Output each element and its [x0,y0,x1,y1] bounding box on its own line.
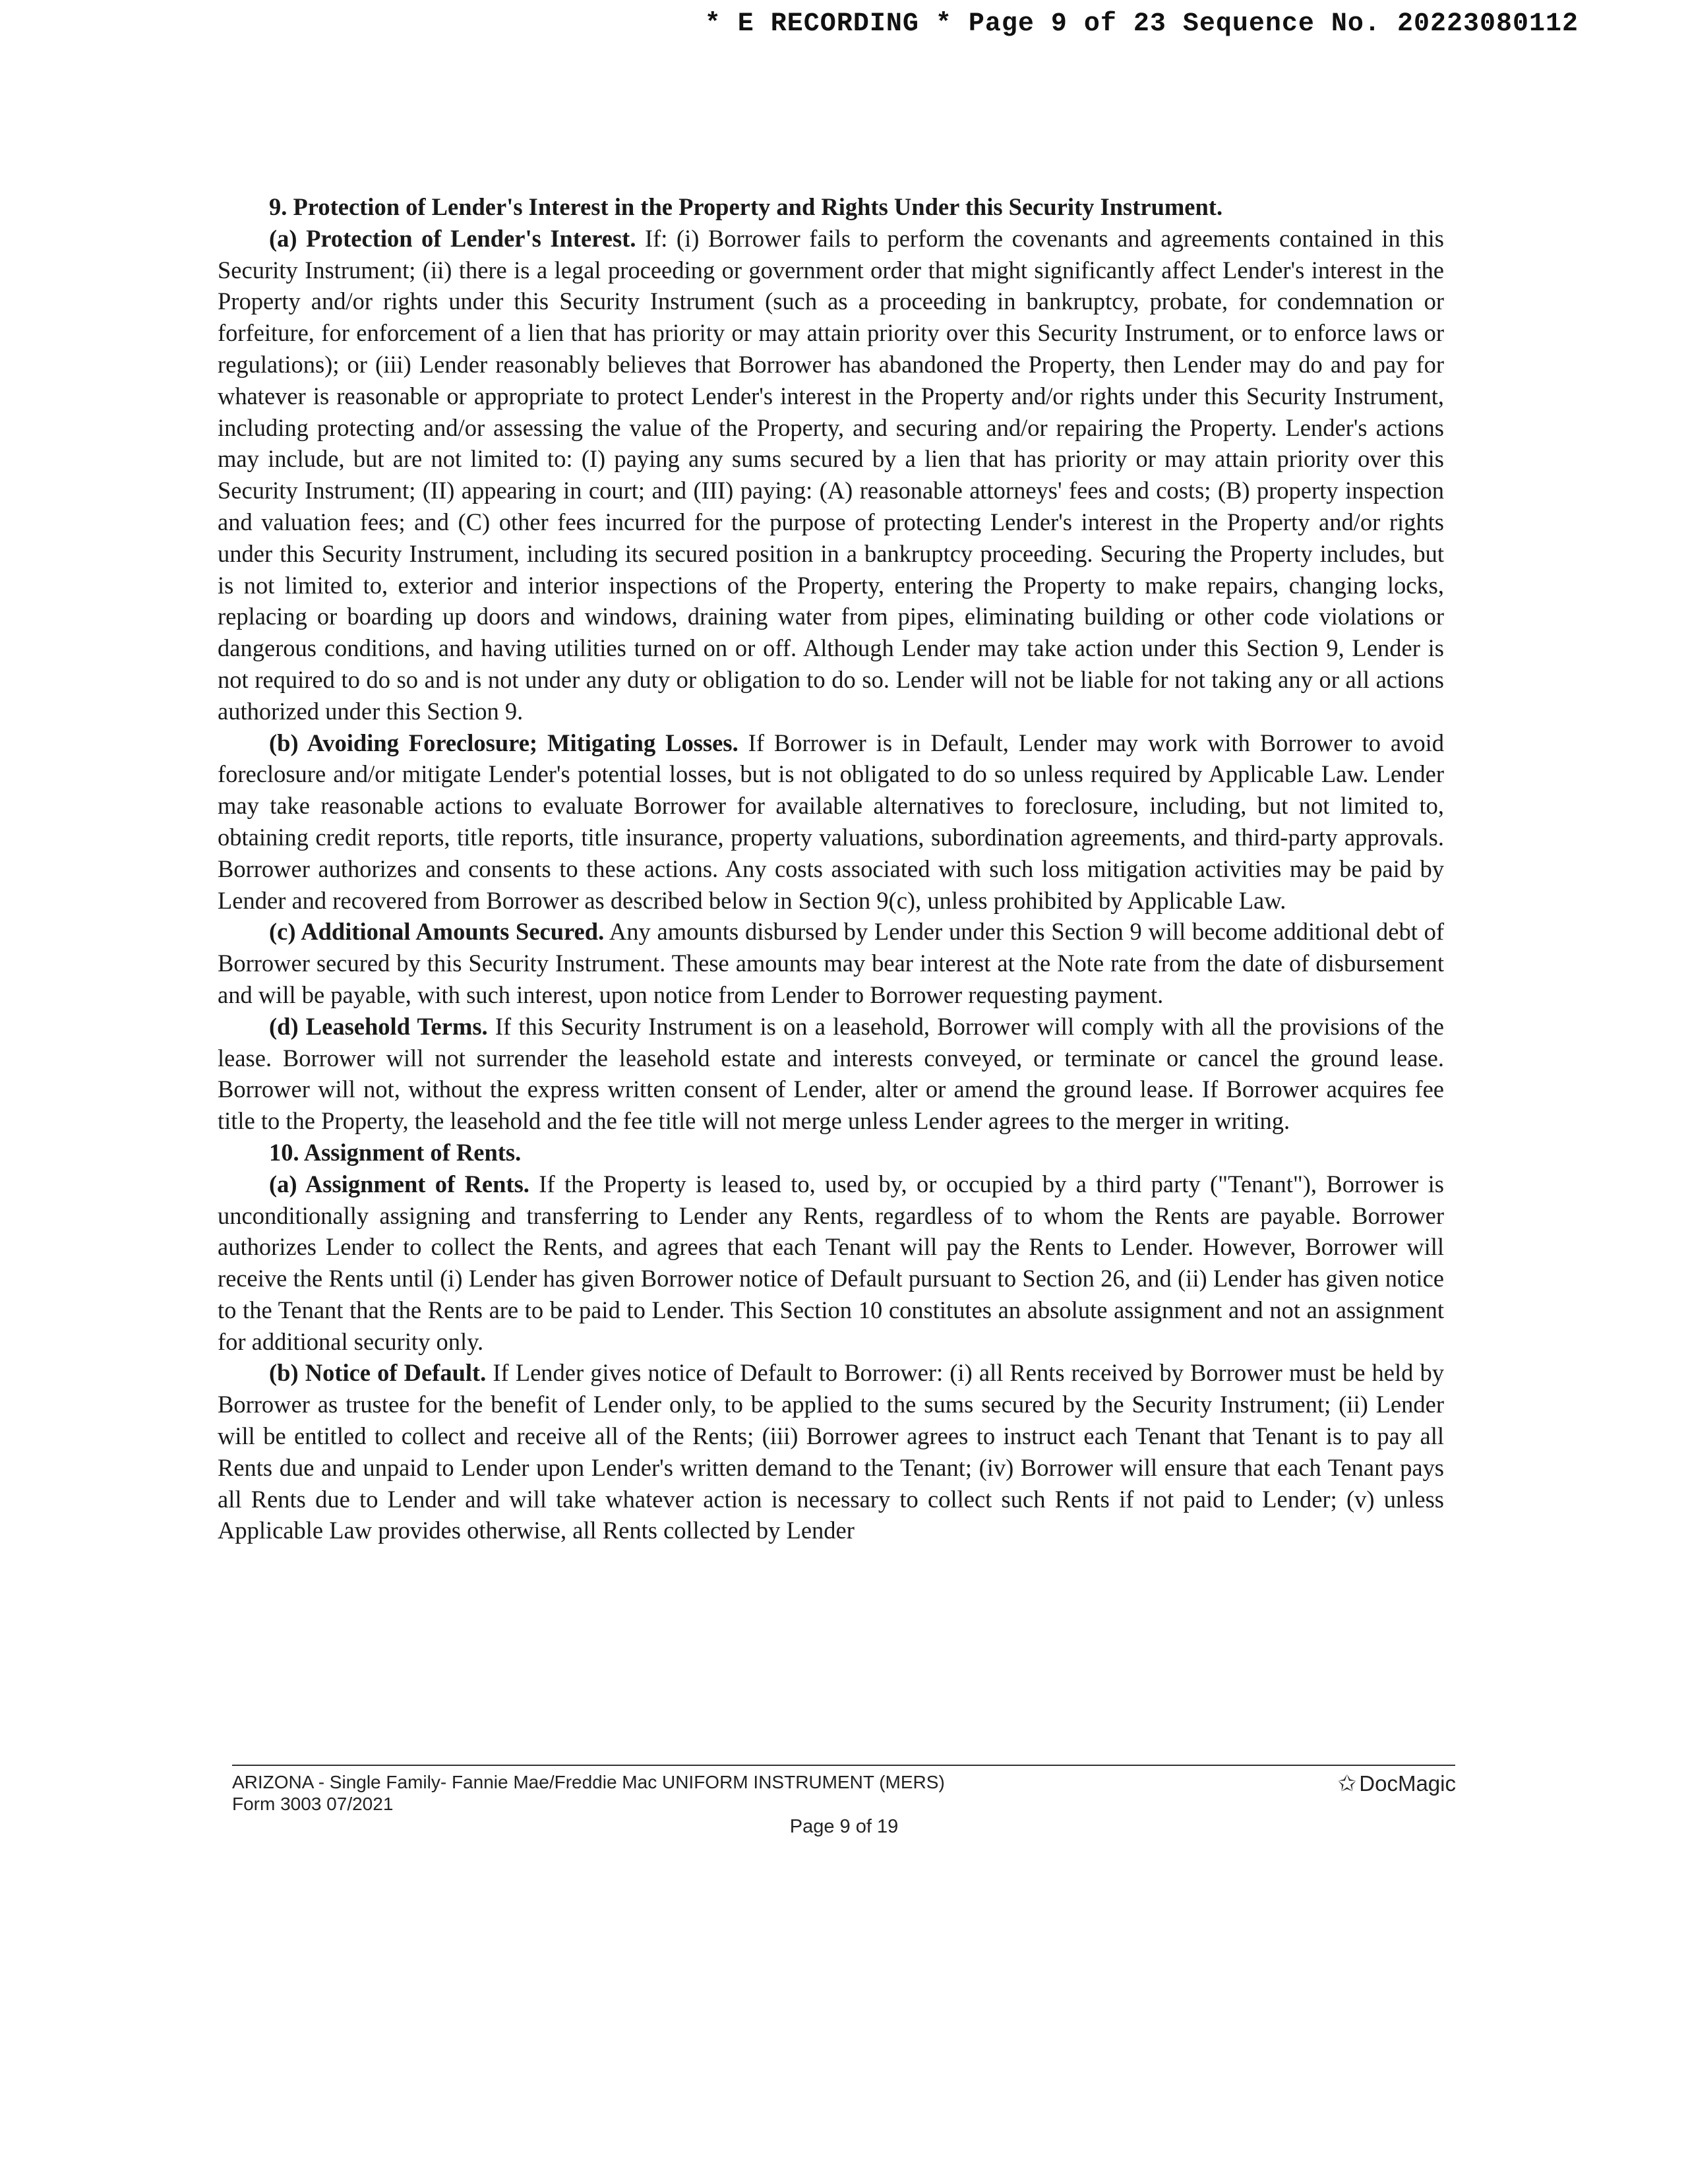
footer-brand-name: DocMagic [1359,1771,1456,1796]
footer-form-info [232,1771,945,1815]
section-10a-text: If the Property is leased to, used by, or occupied by a third party ("Tenant"), Borrower is unconditionally assigning and transferring to Lender any Rents, regardless of to whom the Rents are payable. Borrower authorizes Lender to collect the Rents, and agrees that each Tenant will pay the Rents to Lender. However, Borrower will receive the Rents until (i) Lender has given Borrower notice of Default pursuant to Section 26, and (ii) Lender has given notice to the Tenant that the Rents are to be paid to Lender. This Section 10 constitutes an absolute assignment and not an assignment for additional security only. [218,1170,1444,1355]
section-9b-title: (b) Avoiding Foreclosure; Mitigating Losses. [269,729,738,756]
section-10b-title: (b) Notice of Default. [269,1359,487,1387]
section-10b-paragraph [218,1357,1444,1546]
footer-brand [1338,1771,1456,1796]
footer-divider [232,1765,1455,1766]
section-10a-paragraph [218,1168,1444,1358]
star-outline-icon: ✩ [1337,1771,1357,1796]
section-9b-text: If Borrower is in Default, Lender may work with Borrower to avoid foreclosure and/or mitigate Lender's potential losses, but is not obligated to do so unless required by Applicable Law. Lender may take reasonable actions to evaluate Borrower for available alternatives to foreclosure, including, but not limited to, obtaining credit reports, title reports, title insurance, property valuations, subordination agreements, and third-party approvals. Borrower authorizes and consents to these actions. Any costs associated with such loss mitigation activities may be paid by Lender and recovered from Borrower as described below in Section 9(c), unless prohibited by Applicable Law. [218,729,1445,914]
footer-form-title: ARIZONA - Single Family- Fannie Mae/Freddie Mac UNIFORM INSTRUMENT (MERS) [232,1772,945,1792]
section-9-heading: 9. Protection of Lender's Interest in the Property and Rights Under this Security Instrument. [269,193,1223,220]
section-9a-title: (a) Protection of Lender's Interest. [269,224,636,252]
section-9c-text: Any amounts disbursed by Lender under this Section 9 will become additional debt of Borrower secured by this Security Instrument. These amounts may bear interest at the Note rate from the date of disbursement and will be payable, with such interest, upon notice from Lender to Borrower requesting payment. [218,918,1444,1008]
document-body [218,191,1444,1546]
section-9c-paragraph [218,916,1444,1010]
section-9b-paragraph [218,727,1444,917]
section-10-heading: 10. Assignment of Rents. [269,1138,522,1166]
section-9a-text: If: (i) Borrower fails to perform the covenants and agreements contained in this Security Instrument; (ii) there is a legal proceeding or government order that might significantly affect Lender's interest in the Property and/or rights under this Security Instrument (such as a proceeding in bankruptcy, probate, for condemnation or forfeiture, for enforcement of a lien that has priority or may attain priority over this Security Instrument, or to enforce laws or regulations); or (iii) Lender reasonably believes that Borrower has abandoned the Property, then Lender may do and pay for whatever is reasonable or appropriate to protect Lender's interest in the Property and/or rights under this Security Instrument, including protecting and/or assessing the value of the Property, and securing and/or repairing the Property. Lender's actions may include, but are not limited to: (I) paying any sums secured by a lien that has priority or may attain priority over this Security Instrument; (II) appearing in court; and (III) paying: (A) reasonable attorneys' fees and costs; (B) property inspection and valuation fees; and (C) other fees incurred for the purpose of protecting Lender's interest in the Property and/or rights under this Security Instrument, including its secured position in a bankruptcy proceeding. Securing the Property includes, but is not limited to, exterior and interior inspections of the Property, entering the Property to make repairs, changing locks, replacing or boarding up doors and windows, draining water from pipes, eliminating building or other code violations or dangerous conditions, and having utilities turned on or off. Although Lender may take action under this Section 9, Lender is not required to do so and is not under any duty or obligation to do so. Lender will not be liable for not taking any or all actions authorized under this Section 9. [218,224,1444,725]
recording-stamp: * E RECORDING * Page 9 of 23 Sequence No. 20223080112 [704,9,1579,39]
section-10a-title: (a) Assignment of Rents. [269,1170,529,1198]
footer-page-number: Page 9 of 19 [789,1816,899,1837]
section-9a-paragraph [218,223,1444,727]
section-10b-text: If Lender gives notice of Default to Borrower: (i) all Rents received by Borrower must be held by Borrower as trustee for the benefit of Lender only, to be applied to the sums secured by the Security Instrument; (ii) Lender will be entitled to collect and receive all of the Rents; (iii) Borrower agrees to instruct each Tenant that Tenant is to pay all Rents due and unpaid to Lender upon Lender's written demand to the Tenant; (iv) Borrower will ensure that each Tenant pays all Rents due to Lender and will take whatever action is necessary to collect such Rents if not paid to Lender; (v) unless Applicable Law provides otherwise, all Rents collected by Lender [218,1359,1444,1544]
section-9d-title: (d) Leasehold Terms. [269,1012,488,1040]
section-9d-text: If this Security Instrument is on a leasehold, Borrower will comply with all the provisions of the lease. Borrower will not surrender the leasehold estate and interests conveyed, or terminate or cancel the ground lease. Borrower will not, without the express written consent of Lender, alter or amend the ground lease. If Borrower acquires fee title to the Property, the leasehold and the fee title will not merge unless Lender agrees to the merger in writing. [218,1012,1444,1135]
section-9d-paragraph [218,1011,1444,1137]
footer-form-number: Form 3003 07/2021 [232,1794,394,1814]
section-9c-title: (c) Additional Amounts Secured. [269,918,605,946]
